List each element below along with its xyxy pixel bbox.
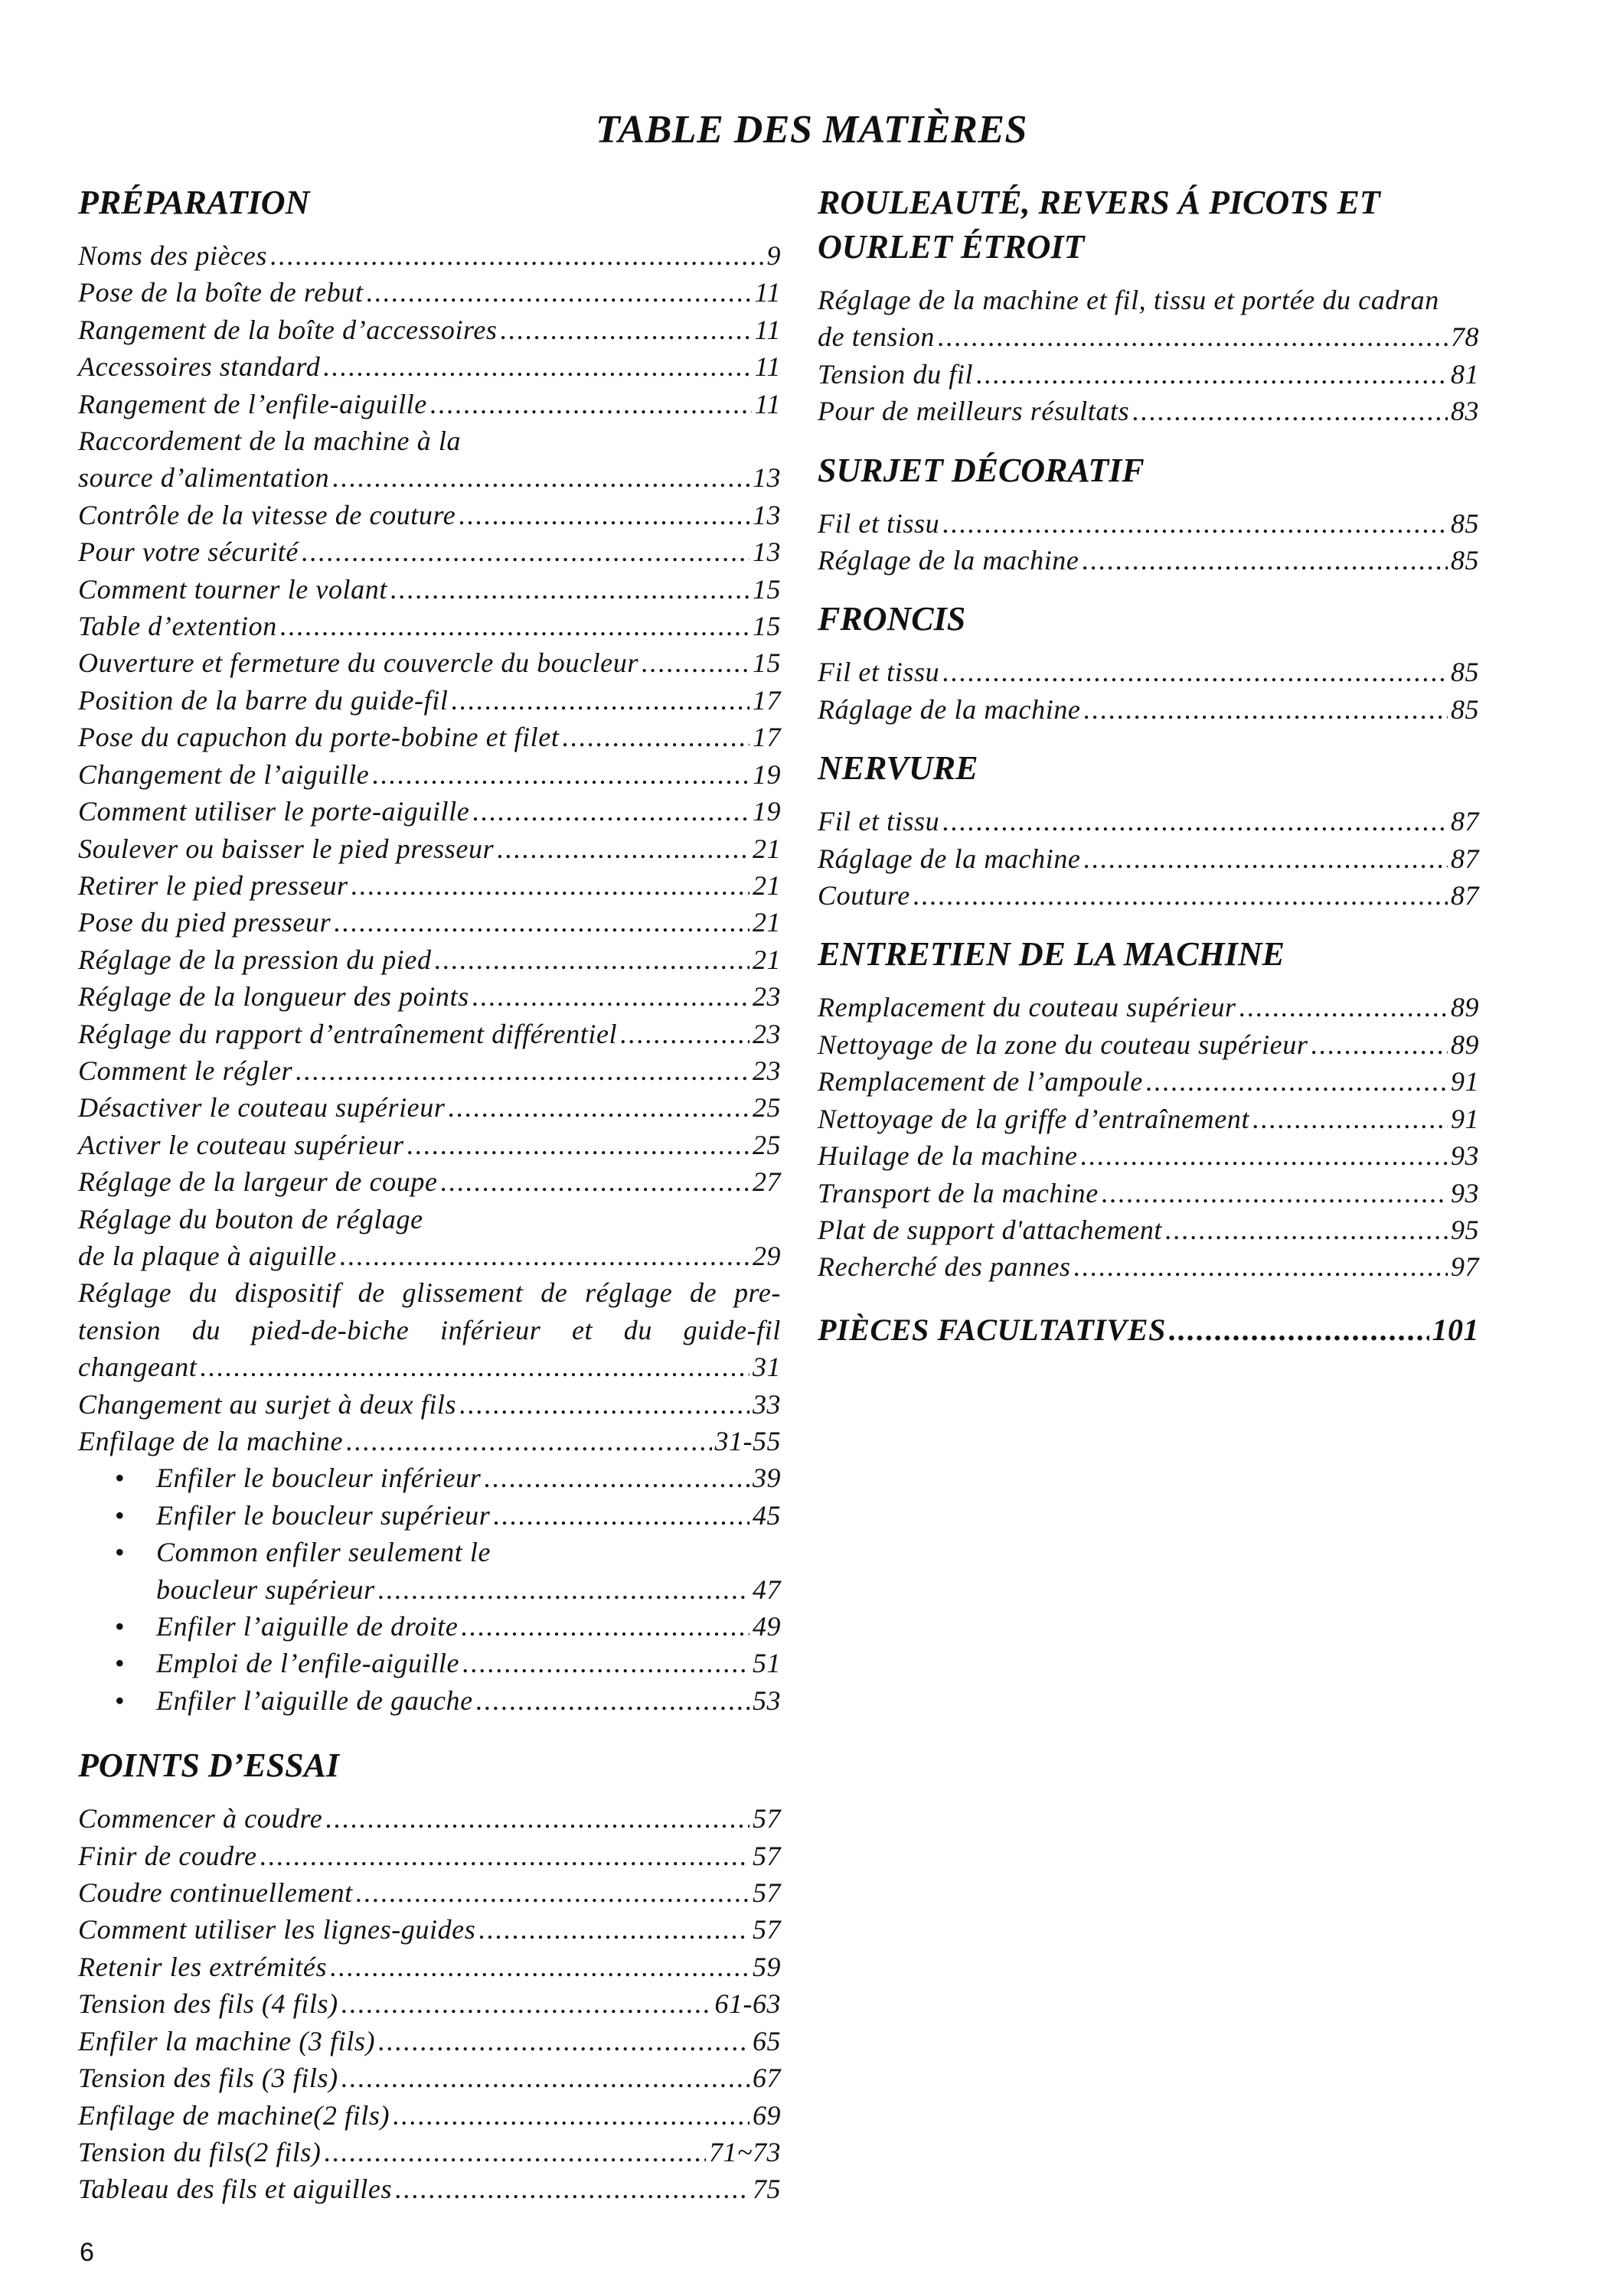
toc-entry-title: Rangement de l’enfile-aiguille (78, 388, 427, 419)
toc-entry-page: 57 (753, 1803, 781, 1835)
leader-dots (562, 719, 749, 755)
toc-entry-title: Emploi de l’enfile-aiguille (156, 1648, 460, 1679)
leader-dots (280, 608, 749, 644)
toc-entry[interactable] (78, 2134, 781, 2170)
toc-entry[interactable] (78, 1016, 781, 1052)
leader-dots (472, 793, 749, 830)
toc-entry-page: 83 (1451, 396, 1479, 427)
toc-entry[interactable] (78, 274, 781, 311)
toc-entry[interactable] (78, 719, 781, 755)
toc-entry[interactable] (78, 1163, 781, 1200)
toc-entry-page: 21 (753, 944, 781, 975)
leader-dots (642, 644, 749, 681)
toc-entry-page: 91 (1451, 1103, 1479, 1134)
toc-entry-page: 23 (753, 1055, 781, 1086)
toc-entry-title: Pose de la boîte de rebut (78, 277, 364, 308)
toc-entry-page: 71~73 (709, 2136, 781, 2167)
toc-entry-page: 11 (754, 388, 781, 419)
toc-entry[interactable] (818, 282, 1479, 318)
leader-dots (1165, 1212, 1448, 1248)
toc-entry-title: tension du pied-de-biche inférieur et du guide-fil (78, 1314, 781, 1345)
nervure-list (818, 803, 1479, 914)
toc-bullet-entry[interactable] (78, 1682, 781, 1719)
toc-entry-title: Réglage de la machine (818, 545, 1079, 576)
leader-dots (260, 1838, 749, 1874)
toc-entry-title: Enfiler l’aiguille de droite (156, 1611, 459, 1642)
toc-entry[interactable] (818, 393, 1479, 429)
section-heading-roulotte-line2: OURLET ÉTROIT (818, 228, 1085, 266)
toc-entry-page: 27 (753, 1166, 781, 1198)
toc-entry[interactable] (818, 1026, 1479, 1063)
leader-dots (302, 533, 749, 570)
toc-entry[interactable] (78, 237, 781, 274)
toc-entry-title: de tension (818, 321, 935, 353)
toc-entry-title: Raccordement de la machine à la (78, 426, 462, 457)
leader-dots (448, 1089, 749, 1126)
toc-entry-page: 57 (753, 1877, 781, 1909)
toc-entry-page: 15 (753, 647, 781, 679)
toc-entry-title: Pose du capuchon du porte-bobine et filet (78, 722, 560, 753)
toc-entry-page: 39 (753, 1463, 781, 1494)
left-column (78, 182, 781, 2208)
leader-dots (296, 1052, 749, 1089)
toc-entry-title: Réglage de la longueur des points (78, 981, 469, 1013)
leader-dots (1252, 1101, 1448, 1137)
toc-entry-page: 57 (753, 1840, 781, 1871)
section-heading-points-essai: POINTS D’ESSAI (78, 1746, 340, 1785)
toc-entry-page: 21 (753, 833, 781, 864)
toc-entry-title: Changement de l’aiguille (78, 758, 370, 790)
toc-entry-title: Soulever ou baisser le pied presseur (78, 833, 495, 864)
leader-dots (325, 1800, 749, 1837)
bullet-icon: • (115, 1499, 125, 1531)
toc-entry[interactable] (78, 533, 781, 570)
roulotte-list (818, 282, 1479, 430)
toc-entry-page: 53 (753, 1684, 781, 1716)
toc-entry[interactable] (78, 1201, 781, 1238)
toc-entry-title: Tension des fils (3 fils) (78, 2063, 338, 2094)
toc-entry[interactable] (78, 1423, 781, 1459)
leader-dots (1084, 840, 1448, 877)
toc-entry-page: 33 (753, 1388, 781, 1420)
leader-dots (459, 1386, 749, 1423)
section-heading-surjet-decoratif: SURJET DÉCORATIF (818, 451, 1145, 489)
toc-entry[interactable] (78, 978, 781, 1015)
bullet-icon: • (115, 1463, 125, 1494)
toc-entry[interactable] (78, 830, 781, 867)
toc-entry-title: Enfilage de machine(2 fils) (78, 2099, 390, 2131)
toc-entry[interactable] (78, 941, 781, 978)
toc-entry-page: 69 (753, 2099, 781, 2131)
toc-entry[interactable] (78, 1127, 781, 1163)
toc-entry-title: Noms des pièces (78, 240, 267, 271)
toc-entry-title: Retirer le pied presseur (78, 869, 348, 901)
leader-dots (430, 386, 752, 422)
toc-entry-title: Fil et tissu (818, 507, 940, 539)
toc-entry-title: Réglage de la pression du pied (78, 944, 432, 975)
toc-entry[interactable] (78, 756, 781, 793)
leader-dots (1081, 1137, 1448, 1174)
toc-entry-title: Tension du fil (818, 358, 974, 390)
leader-dots (341, 2060, 749, 2096)
surjet-list (818, 505, 1479, 579)
page-title: TABLE DES MATIÈRES (596, 108, 1027, 152)
toc-bullet-entry[interactable] (78, 1459, 781, 1496)
toc-entry-page: 49 (753, 1611, 781, 1642)
leader-dots (938, 318, 1448, 355)
section-heading-roulotte: ROULEAUTÉ, REVERS Á PICOTS ET (818, 184, 1380, 221)
toc-entry[interactable] (78, 2060, 781, 2096)
toc-entry-page: 45 (753, 1499, 781, 1531)
toc-entry-page: 17 (753, 684, 781, 716)
toc-entry-page: 97 (1451, 1251, 1479, 1283)
toc-entry-page: 23 (753, 981, 781, 1013)
bullet-icon: • (115, 1648, 125, 1679)
toc-entry-title: Comment utiliser le porte-aiguille (78, 796, 470, 827)
leader-dots (620, 1016, 749, 1052)
leader-dots (1311, 1026, 1448, 1063)
toc-entry-page: 15 (753, 611, 781, 642)
toc-entry-title: Ráglage de la machine (818, 693, 1081, 725)
toc-entry[interactable] (78, 793, 781, 830)
toc-entry-title: Pose du pied presseur (78, 907, 331, 938)
section-heading-nervure: NERVURE (818, 749, 978, 788)
toc-entry[interactable] (818, 1101, 1479, 1137)
toc-entry-title: Plat de support d'attachement (818, 1214, 1163, 1245)
leader-dots (451, 682, 749, 719)
points-essai-list (78, 1800, 781, 2207)
toc-entry-title: Réglage de la largeur de coupe (78, 1166, 438, 1198)
leader-dots (942, 654, 1448, 690)
preparation-list (78, 237, 781, 1459)
toc-entry-title: Enfiler la machine (3 fils) (78, 2025, 376, 2056)
toc-entry[interactable] (78, 571, 781, 608)
toc-entry-title: source d’alimentation (78, 462, 330, 494)
bullet-icon: • (115, 1684, 125, 1716)
toc-entry-title: Nettoyage de la griffe d’entraînement (818, 1103, 1250, 1134)
section-heading-entretien: ENTRETIEN DE LA MACHINE (818, 935, 1285, 974)
right-column (818, 182, 1479, 1349)
leader-dots (942, 803, 1448, 840)
toc-entry-page: 21 (753, 907, 781, 938)
toc-entry-page: 21 (753, 869, 781, 901)
toc-entry[interactable] (78, 459, 781, 496)
toc-entry-title: Changement au surjet à deux fils (78, 1388, 457, 1420)
entretien-list (818, 989, 1479, 1285)
toc-entry-page: 78 (1451, 321, 1479, 353)
toc-entry[interactable] (78, 904, 781, 941)
leader-dots (356, 1874, 749, 1911)
toc-entry-page: 23 (753, 1018, 781, 1049)
toc-entry-page: 13 (753, 499, 781, 530)
toc-entry[interactable] (78, 1386, 781, 1423)
toc-entry-title: Coudre continuellement (78, 1877, 353, 1909)
toc-entry[interactable] (818, 840, 1479, 877)
page-number: 6 (80, 2238, 94, 2267)
leader-dots (476, 1682, 749, 1719)
toc-entry-page: 11 (754, 277, 781, 308)
toc-entry-title: Commencer à coudre (78, 1803, 323, 1835)
section-heading-froncis: FRONCIS (818, 600, 966, 638)
toc-entry[interactable] (78, 1052, 781, 1089)
toc-entry[interactable] (78, 2170, 781, 2207)
toc-entry-pieces-facultatives[interactable] (818, 1312, 1479, 1349)
leader-dots (372, 756, 749, 793)
toc-entry-page: 13 (753, 536, 781, 568)
toc-entry-page: 17 (753, 722, 781, 753)
threading-bullet-list (78, 1459, 781, 1719)
toc-entry[interactable] (78, 1838, 781, 1874)
toc-entry-page: 93 (1451, 1140, 1479, 1172)
toc-entry[interactable] (78, 1985, 781, 2022)
leader-dots (393, 2097, 749, 2134)
toc-entry-title: Accessoires standard (78, 351, 321, 383)
leader-dots (351, 867, 749, 904)
toc-entry-title: Activer le couteau supérieur (78, 1129, 404, 1160)
toc-entry[interactable] (818, 356, 1479, 393)
leader-dots (472, 978, 749, 1015)
toc-entry-title: Remplacement de l’ampoule (818, 1066, 1143, 1097)
toc-entry[interactable] (78, 1312, 781, 1349)
toc-entry[interactable] (78, 1874, 781, 1911)
toc-entry[interactable] (78, 386, 781, 422)
leader-dots (1083, 542, 1448, 579)
leader-dots (330, 1949, 749, 1985)
leader-dots (441, 1163, 749, 1200)
toc-entry[interactable] (78, 1274, 781, 1311)
leader-dots (340, 1238, 749, 1274)
toc-entry-title: Comment tourner le volant (78, 573, 387, 605)
toc-entry-page: 15 (753, 573, 781, 605)
toc-entry-title: Common enfiler seulement le (156, 1537, 491, 1568)
bullet-icon: • (115, 1537, 125, 1568)
toc-entry-page: 13 (753, 462, 781, 494)
toc-entry-title: Tension du fils(2 fils) (78, 2136, 322, 2167)
toc-entry-page: 25 (753, 1129, 781, 1160)
leader-dots (462, 1645, 749, 1681)
toc-entry-title: Rangement de la boîte d’accessoires (78, 314, 498, 345)
leader-dots (435, 941, 749, 978)
toc-entry-page: 57 (753, 1914, 781, 1945)
leader-dots (270, 237, 764, 274)
toc-entry[interactable] (818, 691, 1479, 728)
leader-dots (493, 1497, 749, 1534)
toc-entry[interactable] (818, 803, 1479, 840)
leader-dots (942, 505, 1448, 542)
toc-entry[interactable] (78, 2097, 781, 2134)
toc-bullet-entry[interactable] (78, 1534, 781, 1570)
leader-dots (407, 1127, 749, 1163)
leader-dots (461, 1608, 749, 1645)
leader-dots (1132, 393, 1448, 429)
toc-entry-title: Remplacement du couteau supérieur (818, 992, 1236, 1023)
toc-entry[interactable] (818, 542, 1479, 579)
leader-dots (395, 2170, 749, 2207)
toc-entry[interactable] (78, 1800, 781, 1837)
toc-entry-page: 19 (753, 758, 781, 790)
toc-entry[interactable] (78, 682, 781, 719)
toc-entry-title: Réglage de la machine et fil, tissu et portée du cadran (818, 285, 1439, 315)
leader-dots (497, 830, 749, 867)
toc-entry-title: Pour de meilleurs résultats (818, 396, 1130, 427)
toc-entry-page: 51 (753, 1648, 781, 1679)
leader-dots (478, 1911, 749, 1948)
toc-entry-title: Désactiver le couteau supérieur (78, 1092, 446, 1124)
toc-entry-page: 75 (753, 2174, 781, 2205)
leader-dots (913, 877, 1448, 914)
toc-entry[interactable] (78, 1349, 781, 1385)
toc-bullet-entry[interactable] (78, 1571, 781, 1608)
toc-bullet-entry[interactable] (78, 1645, 781, 1681)
leader-dots (459, 497, 749, 533)
leader-dots (323, 348, 751, 385)
toc-entry-page: 87 (1451, 843, 1479, 874)
toc-entry-page: 29 (753, 1240, 781, 1271)
toc-entry[interactable] (818, 1137, 1479, 1174)
toc-entry-title: Réglage du bouton de réglage (78, 1203, 423, 1234)
toc-entry[interactable] (78, 422, 781, 459)
toc-entry-title: Comment le régler (78, 1055, 293, 1086)
toc-entry-page: 89 (1451, 992, 1479, 1023)
toc-entry-page: 101 (1432, 1312, 1479, 1347)
toc-entry-page: 91 (1451, 1066, 1479, 1097)
leader-dots (1239, 989, 1448, 1026)
leader-dots (341, 1985, 712, 2022)
toc-entry[interactable] (78, 1238, 781, 1274)
leader-dots (390, 571, 749, 608)
toc-entry[interactable] (818, 505, 1479, 542)
toc-entry[interactable] (818, 1248, 1479, 1285)
toc-entry-title: Transport de la machine (818, 1177, 1099, 1208)
toc-entry-title: Tableau des fils et aiguilles (78, 2174, 393, 2205)
toc-entry-page: 95 (1451, 1214, 1479, 1245)
toc-entry[interactable] (818, 1063, 1479, 1100)
toc-entry[interactable] (78, 348, 781, 385)
toc-entry-page: 11 (754, 351, 781, 383)
toc-entry[interactable] (78, 2023, 781, 2060)
toc-entry[interactable] (818, 1175, 1479, 1212)
toc-entry-title: Position de la barre du guide-fil (78, 684, 449, 716)
toc-entry-title: Fil et tissu (818, 806, 940, 837)
toc-entry-title: Pour votre sécurité (78, 536, 299, 568)
toc-entry-page: 11 (754, 314, 781, 345)
section-heading-preparation: PRÉPARATION (78, 184, 310, 221)
leader-dots (501, 311, 752, 348)
toc-bullet-entry[interactable] (78, 1497, 781, 1534)
leader-dots (334, 904, 749, 941)
toc-entry-page: 81 (1451, 358, 1479, 390)
toc-entry-page: 9 (766, 240, 781, 271)
toc-entry[interactable] (78, 1949, 781, 1985)
leader-dots (332, 459, 749, 496)
toc-entry-title: Réglage du dispositif de glissement de réglage de pre- (78, 1277, 781, 1309)
toc-entry-title: Tension des fils (4 fils) (78, 1988, 338, 2020)
toc-entry-title: Nettoyage de la zone du couteau supérieur (818, 1029, 1308, 1060)
leader-dots (1146, 1063, 1448, 1100)
toc-entry[interactable] (78, 311, 781, 348)
toc-entry-page: 85 (1451, 657, 1479, 688)
bullet-icon: • (115, 1611, 125, 1642)
leader-dots (484, 1459, 749, 1496)
toc-entry-title: Recherché des pannes (818, 1251, 1071, 1283)
toc-entry-page: 85 (1451, 545, 1479, 576)
toc-entry-page: 31-55 (714, 1426, 781, 1456)
toc-entry-title: boucleur supérieur (156, 1574, 375, 1605)
leader-dots (1102, 1175, 1448, 1212)
toc-entry-title: Enfiler le boucleur inférieur (156, 1463, 482, 1494)
toc-entry-title: Réglage du rapport d’entraînement différentiel (78, 1018, 618, 1049)
toc-entry[interactable] (818, 1212, 1479, 1248)
toc-bullet-entry[interactable] (78, 1608, 781, 1645)
toc-entry-title: Finir de coudre (78, 1840, 257, 1871)
toc-entry-page: 89 (1451, 1029, 1479, 1060)
toc-entry-title: Enfiler l’aiguille de gauche (156, 1684, 473, 1716)
toc-entry-page: 67 (753, 2063, 781, 2094)
leader-dots (346, 1423, 711, 1459)
toc-entry-title: de la plaque à aiguille (78, 1240, 337, 1271)
leader-dots (378, 1571, 749, 1608)
leader-dots (976, 356, 1448, 393)
toc-entry-title: Couture (818, 880, 910, 912)
toc-entry[interactable] (818, 654, 1479, 690)
toc-entry-page: 85 (1451, 693, 1479, 725)
toc-entry-page: 87 (1451, 880, 1479, 912)
toc-entry-page: 25 (753, 1092, 781, 1124)
toc-entry-page: 65 (753, 2025, 781, 2056)
toc-entry[interactable] (78, 1089, 781, 1126)
toc-entry-title: Retenir les extrémités (78, 1951, 328, 1982)
toc-entry-page: 87 (1451, 806, 1479, 837)
toc-entry-page: 19 (753, 796, 781, 827)
leader-dots (325, 2134, 707, 2170)
toc-entry-title: Enfiler le boucleur supérieur (156, 1499, 491, 1531)
toc-entry[interactable] (78, 867, 781, 904)
leader-dots (1084, 691, 1448, 728)
toc-entry-page: 93 (1451, 1177, 1479, 1208)
toc-entry-title: Fil et tissu (818, 657, 940, 688)
toc-entry[interactable] (78, 608, 781, 644)
toc-entry[interactable] (818, 989, 1479, 1026)
toc-entry-title: Enfilage de la machine (78, 1426, 344, 1456)
toc-entry[interactable] (818, 877, 1479, 914)
toc-entry-title: Contrôle de la vitesse de couture (78, 499, 456, 530)
leader-dots (1169, 1312, 1429, 1349)
toc-entry[interactable] (818, 318, 1479, 355)
leader-dots (378, 2023, 749, 2060)
toc-entry-title: Ráglage de la machine (818, 843, 1081, 874)
froncis-list (818, 654, 1479, 728)
toc-entry-page: 31 (753, 1352, 781, 1383)
toc-entry-page: 85 (1451, 507, 1479, 539)
toc-entry[interactable] (78, 1911, 781, 1948)
toc-entry-page: 61-63 (714, 1988, 781, 2020)
leader-dots (200, 1349, 749, 1385)
toc-entry-page: 59 (753, 1951, 781, 1982)
toc-entry-title: Comment utiliser les lignes-guides (78, 1914, 476, 1945)
toc-entry-page: 47 (753, 1574, 781, 1605)
toc-entry[interactable] (78, 497, 781, 533)
toc-entry-title: Huilage de la machine (818, 1140, 1078, 1172)
toc-entry-title: Table d’extention (78, 611, 277, 642)
toc-entry-title: Ouverture et fermeture du couvercle du boucleur (78, 647, 638, 679)
toc-entry[interactable] (78, 644, 781, 681)
toc-entry-title: changeant (78, 1352, 198, 1383)
leader-dots (367, 274, 752, 311)
leader-dots (1074, 1248, 1448, 1285)
toc-entry-title: PIÈCES FACULTATIVES (818, 1312, 1166, 1347)
